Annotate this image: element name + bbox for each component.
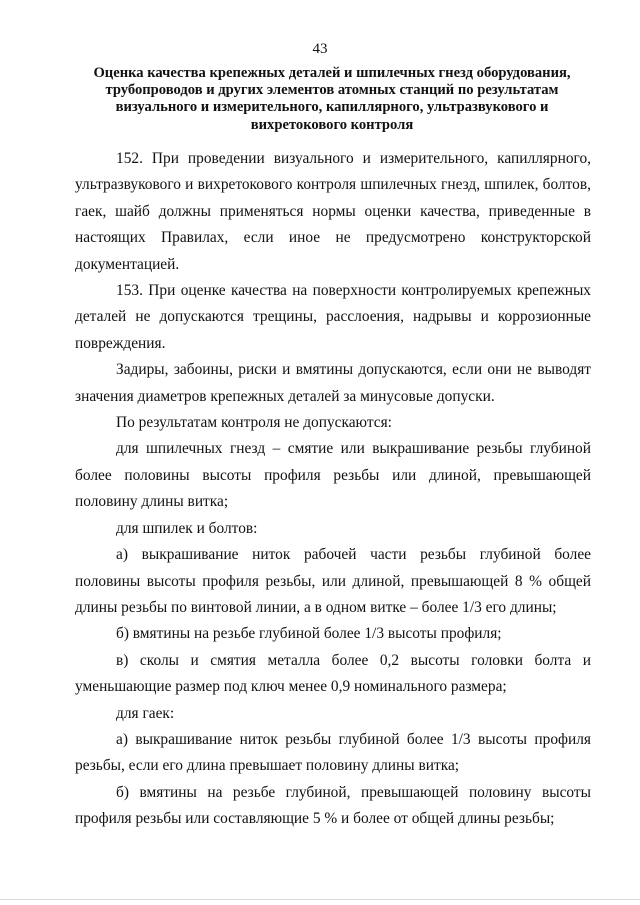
list-item-nuts-a: а) выкрашивание ниток резьбы глубиной более 1/3 высоты профиля резьбы, если его длина превышает половину длины витка; xyxy=(75,730,591,775)
paragraph-studs-bolts-heading: для шпилек и болтов: xyxy=(116,519,258,537)
paragraph-not-allowed-intro: По результатам контроля не допускаются: xyxy=(116,414,392,432)
list-item-studs-c: в) сколы и смятия металла более 0,2 высоты головки болта и уменьшающие размер под ключ менее 0,9 номинального размера; xyxy=(75,651,591,696)
paragraph-nuts-heading: для гаек: xyxy=(116,704,175,722)
section-title: Оценка качества крепежных деталей и шпилечных гнезд оборудования, трубопроводов и других элементов атомных станций по результатам визуального и измерительного, капиллярного, ультразвукового и вихретокового контроля xyxy=(93,65,571,133)
paragraph-153: 153. При оценке качества на поверхности контролируемых крепежных деталей не допускаются трещины, расслоения, надрывы и коррозионные повреждения. xyxy=(75,282,591,352)
list-item-studs-a: а) выкрашивание ниток рабочей части резьбы глубиной более половины высоты профиля резьбы, или длиной, превышающей 8 % общей длины резьбы по винтовой линии, а в одном витке – более 1/3 его длины; xyxy=(75,546,591,616)
scan-edge-line xyxy=(0,899,640,900)
list-item-studs-b: б) вмятины на резьбе глубиной более 1/3 высоты профиля; xyxy=(116,625,502,643)
paragraph-stud-sockets: для шпилечных гнезд – смятие или выкрашивание резьбы глубиной более половины высоты профиля резьбы или длиной, превышающей половину длины витка; xyxy=(75,440,591,511)
paragraph-152: 152. При проведении визуального и измерительного, капиллярного, ультразвукового и вихретокового контроля шпилечных гнезд, шпилек, болтов, гаек, шайб должны применяться нормы оценки качества, приведенные в настоящих Правилах, если иное не предусмотрено конструкторской документацией. xyxy=(75,150,591,273)
document-body xyxy=(75,146,591,833)
list-item-nuts-b: б) вмятины на резьбе глубиной, превышающей половину высоты профиля резьбы или составляющие 5 % и более от общей длины резьбы; xyxy=(75,783,591,828)
page-number: 43 xyxy=(312,41,328,57)
paragraph-scuffs: Задиры, забоины, риски и вмятины допускаются, если они не выводят значения диаметров крепежных деталей за минусовые допуски. xyxy=(75,361,591,405)
